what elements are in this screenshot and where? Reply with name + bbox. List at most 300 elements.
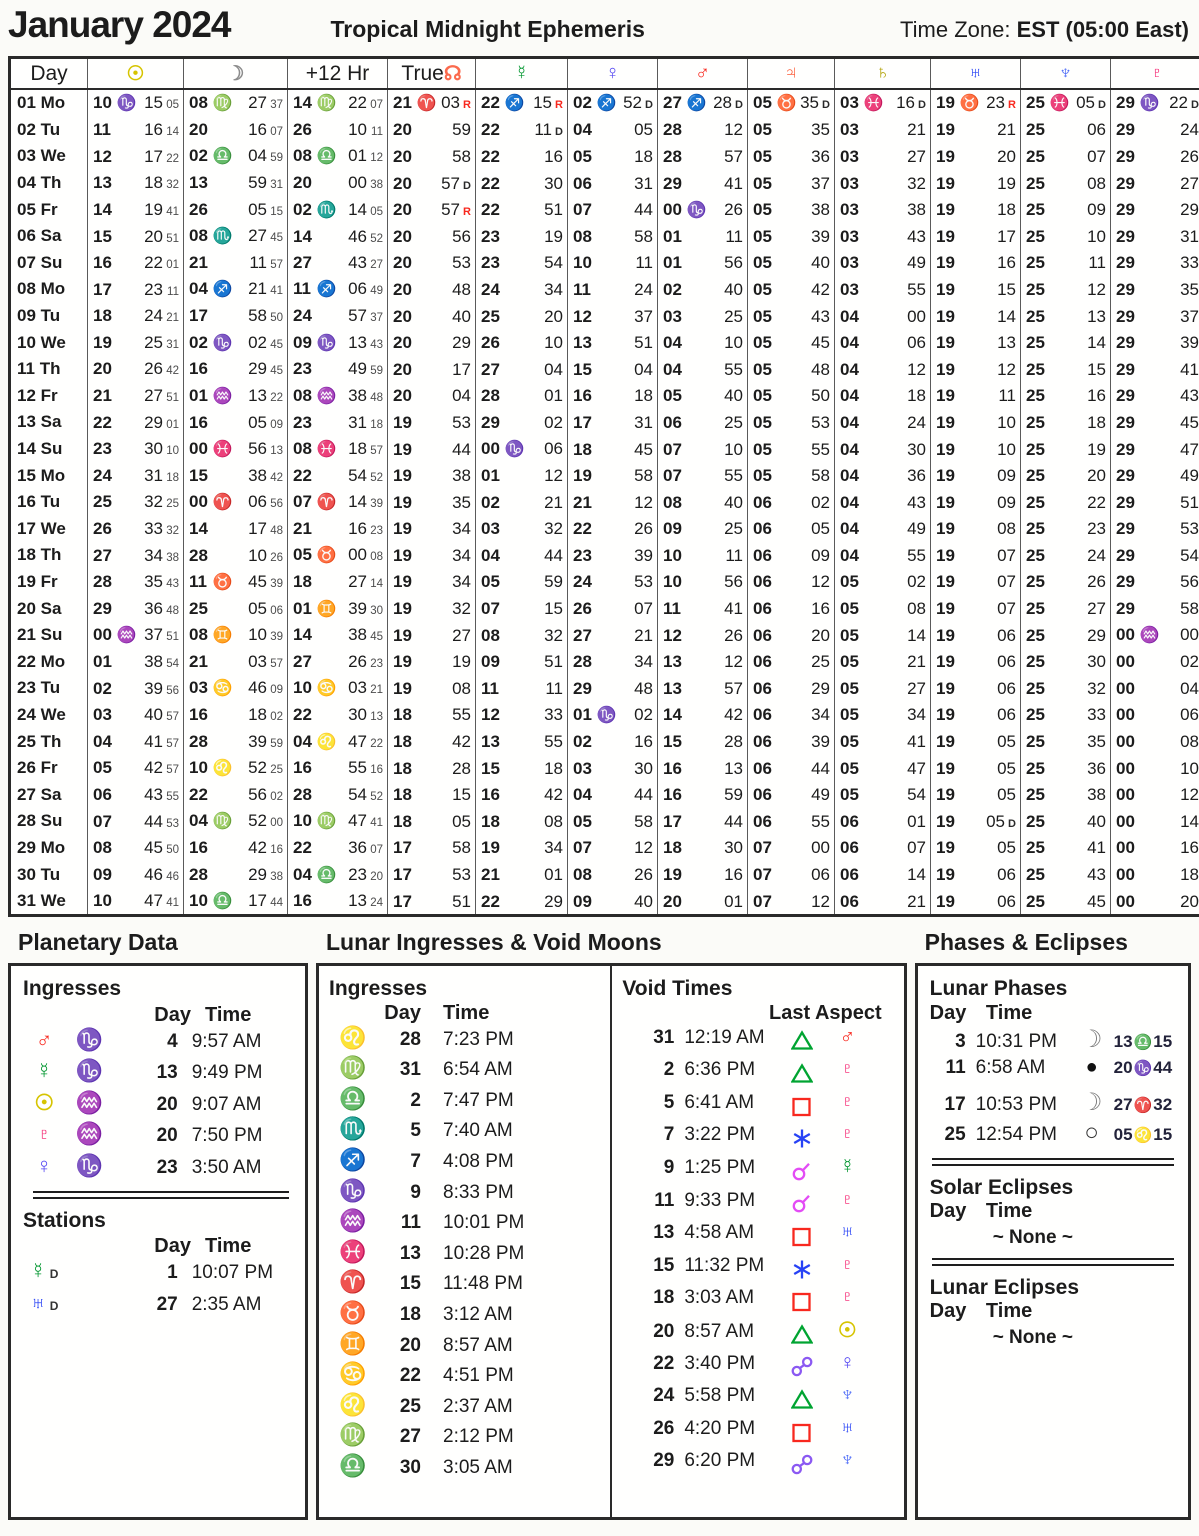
pluto-icon: ♇ xyxy=(839,1122,856,1146)
degrees: 28 xyxy=(663,120,682,140)
minutes: 11 xyxy=(725,226,743,246)
position-cell xyxy=(568,143,658,170)
minutes: 10 xyxy=(1087,226,1106,246)
degrees: 26 xyxy=(573,599,592,619)
planetary-data-section xyxy=(8,929,308,1520)
seconds: 37 xyxy=(370,312,383,325)
degrees: 03 xyxy=(481,519,500,539)
degrees: 19 xyxy=(936,492,955,512)
degrees: 12 xyxy=(663,625,682,645)
degrees: 19 xyxy=(936,545,955,565)
position-cell xyxy=(88,356,184,383)
ingress-day: 13 xyxy=(399,1242,421,1264)
day-cell xyxy=(10,808,88,835)
degrees: 06 xyxy=(753,519,772,539)
position-cell xyxy=(931,170,1021,197)
position-cell xyxy=(184,569,288,596)
degrees: 02 xyxy=(93,678,112,698)
ari-sign-icon: ♈ xyxy=(212,494,233,512)
degrees: 28 xyxy=(573,652,592,672)
position-cell xyxy=(184,622,288,649)
degrees: 06 xyxy=(753,599,772,619)
sco-sign-icon: ♏ xyxy=(339,1116,367,1142)
pluto-icon: ♇ xyxy=(839,1252,856,1276)
seconds: 13 xyxy=(270,445,283,458)
phases-section-title: Phases & Eclipses xyxy=(924,929,1128,956)
degrees: 29 xyxy=(1116,173,1135,193)
minutes: 14 xyxy=(1180,811,1199,831)
degrees: 20 xyxy=(93,359,112,379)
position-cell xyxy=(748,675,835,702)
degrees: 06 xyxy=(663,412,682,432)
void-time-row xyxy=(628,1188,893,1221)
mars-icon: ♂ xyxy=(35,1026,53,1052)
minutes: 08 xyxy=(1180,732,1199,752)
position-cell xyxy=(388,303,476,330)
minutes: 26 xyxy=(1087,572,1106,592)
void-time: 3:22 PM xyxy=(684,1124,756,1146)
minutes: 40 xyxy=(724,386,743,406)
minutes: 12 xyxy=(907,359,926,379)
seconds: 52 xyxy=(370,790,383,803)
aspect-cell xyxy=(778,1030,826,1051)
sun-icon: ☉ xyxy=(126,63,145,85)
degrees: 29 xyxy=(1116,200,1135,220)
divider xyxy=(33,1191,289,1199)
lunar-section xyxy=(316,929,907,1520)
day-label: 27 Sa xyxy=(17,784,62,804)
degrees: 10 xyxy=(573,253,592,273)
minutes: 02 xyxy=(811,492,830,512)
degrees: 25 xyxy=(1026,279,1045,299)
minutes: 06 xyxy=(997,625,1016,645)
sag-sign-icon: ♐ xyxy=(686,95,707,113)
position-cell xyxy=(1111,383,1199,410)
position-cell xyxy=(476,462,568,489)
bottom-sections xyxy=(8,929,1191,1520)
position-cell xyxy=(388,542,476,569)
position-cell xyxy=(1021,808,1111,835)
minutes: 16 xyxy=(1087,386,1106,406)
minutes: 11 xyxy=(725,545,743,565)
position-cell xyxy=(476,303,568,330)
position-cell xyxy=(748,462,835,489)
void-time: 3:40 PM xyxy=(684,1352,756,1374)
direct-flag: D xyxy=(46,1298,59,1313)
minutes: 11 xyxy=(249,253,267,273)
pluto-icon: ♇ xyxy=(839,1057,856,1081)
day-label: 28 Su xyxy=(17,811,63,831)
seconds: 48 xyxy=(166,604,179,617)
degrees: 29 xyxy=(1116,492,1135,512)
position-cell xyxy=(658,516,748,543)
minutes: 16 xyxy=(634,732,653,752)
degrees: 00 xyxy=(481,439,500,459)
position-cell xyxy=(288,675,388,702)
tau-sign-icon: ♉ xyxy=(339,1299,367,1325)
position-cell xyxy=(88,542,184,569)
minutes: 26 xyxy=(634,865,653,885)
position-cell xyxy=(1111,569,1199,596)
minutes: 13 xyxy=(248,385,267,405)
column-label: True xyxy=(401,62,444,85)
position-cell xyxy=(835,489,931,516)
minutes: 39 xyxy=(811,226,830,246)
ingress-time: 7:47 PM xyxy=(443,1089,514,1111)
position-cell xyxy=(1021,702,1111,729)
degrees: 05 xyxy=(840,732,859,752)
degrees: 24 xyxy=(481,279,500,299)
degrees: 12 xyxy=(573,306,592,326)
position-cell xyxy=(388,808,476,835)
lunar-phase-row xyxy=(930,1119,1176,1151)
minutes: 00 xyxy=(348,173,367,193)
planetary-data-title: Planetary Data xyxy=(18,929,178,956)
seconds: 39 xyxy=(270,631,283,644)
ingress-day: 30 xyxy=(399,1456,421,1478)
minutes: 14 xyxy=(348,199,367,219)
cap-sign-icon: ♑ xyxy=(596,706,617,724)
position-cell xyxy=(184,436,288,463)
degrees: 16 xyxy=(663,785,682,805)
position-cell xyxy=(568,808,658,835)
degrees: 25 xyxy=(93,492,112,512)
degrees: 05 xyxy=(753,412,772,432)
degrees: 22 xyxy=(481,891,500,911)
degrees: 28 xyxy=(293,784,312,804)
position-cell xyxy=(658,648,748,675)
column-label: +12 Hr xyxy=(305,61,370,85)
ingress-time: 3:50 AM xyxy=(191,1156,262,1178)
minutes: 34 xyxy=(452,519,471,539)
position-cell xyxy=(88,143,184,170)
minutes: 12 xyxy=(634,492,653,512)
minutes: 35 xyxy=(144,572,163,592)
minutes: 55 xyxy=(907,279,926,299)
cap-sign-icon: ♑ xyxy=(504,441,525,459)
minutes: 51 xyxy=(452,891,471,911)
seconds: 39 xyxy=(370,498,383,511)
degrees: 25 xyxy=(1026,200,1045,220)
void-time-row xyxy=(628,1285,893,1318)
position-cell xyxy=(931,569,1021,596)
minutes: 15 xyxy=(1153,1031,1173,1051)
day-column-label: Day xyxy=(929,1001,967,1024)
degrees: 26 xyxy=(189,199,208,219)
position-cell xyxy=(568,223,658,250)
minutes: 53 xyxy=(452,412,471,432)
seconds: 52 xyxy=(370,232,383,245)
position-cell xyxy=(568,303,658,330)
degrees: 21 xyxy=(189,253,208,273)
day-label: 07 Su xyxy=(17,252,63,272)
degrees: 12 xyxy=(93,146,112,166)
position-cell xyxy=(835,595,931,622)
position-cell xyxy=(1111,861,1199,888)
position-cell xyxy=(388,196,476,223)
minutes: 55 xyxy=(544,732,563,752)
day-cell xyxy=(10,781,88,808)
degrees: 04 xyxy=(481,545,500,565)
minutes: 22 xyxy=(348,93,367,113)
position-cell xyxy=(476,170,568,197)
degrees: 20 xyxy=(393,226,412,246)
position-cell xyxy=(1111,595,1199,622)
position-cell xyxy=(568,276,658,303)
table-row xyxy=(10,489,1199,516)
lunar-ingress-row xyxy=(333,1025,600,1056)
position-cell xyxy=(568,702,658,729)
day-cell xyxy=(10,89,88,117)
degrees: 24 xyxy=(93,465,112,485)
degrees: 25 xyxy=(1026,333,1045,353)
square-aspect-icon xyxy=(791,1226,813,1247)
degrees: 27 xyxy=(663,93,682,113)
table-row xyxy=(10,835,1199,862)
minutes: 10 xyxy=(544,333,563,353)
position-cell xyxy=(388,569,476,596)
position-cell xyxy=(658,196,748,223)
direct-flag: D xyxy=(735,99,743,112)
day-label: 25 Th xyxy=(17,731,62,751)
minutes: 18 xyxy=(1180,865,1199,885)
position-cell xyxy=(288,755,388,782)
seconds: 38 xyxy=(370,179,383,192)
degrees: 11 xyxy=(189,571,207,591)
minutes: 21 xyxy=(907,120,926,140)
degrees: 05 xyxy=(840,572,859,592)
mars-icon: ♂ xyxy=(695,62,710,84)
leo-sign-icon: ♌ xyxy=(339,1391,367,1417)
phase-time: 6:58 AM xyxy=(975,1057,1046,1079)
minutes: 41 xyxy=(724,599,743,619)
mercury-icon: ☿ xyxy=(514,62,529,84)
minutes: 19 xyxy=(544,226,563,246)
minutes: 34 xyxy=(544,838,563,858)
degrees: 19 xyxy=(936,386,955,406)
position-cell xyxy=(1111,702,1199,729)
minutes: 12 xyxy=(544,466,563,486)
position-cell xyxy=(835,808,931,835)
square-aspect-icon xyxy=(791,1096,813,1117)
venus-icon: ♀ xyxy=(839,1350,856,1374)
minutes: 10 xyxy=(1180,758,1199,778)
day-label: 14 Su xyxy=(17,439,63,459)
position-cell xyxy=(1021,196,1111,223)
position-cell xyxy=(288,702,388,729)
minutes: 17 xyxy=(144,146,163,166)
table-row xyxy=(10,542,1199,569)
position-cell xyxy=(476,755,568,782)
position-cell xyxy=(476,595,568,622)
degrees: 12 xyxy=(481,705,500,725)
minutes: 41 xyxy=(1087,838,1106,858)
degrees: 05 xyxy=(753,306,772,326)
position-cell xyxy=(88,569,184,596)
degrees: 05 xyxy=(753,120,772,140)
position-cell xyxy=(1111,808,1199,835)
minutes: 30 xyxy=(544,173,563,193)
last-aspect-label: Last Aspect xyxy=(769,1001,882,1024)
position-cell xyxy=(288,409,388,436)
position-cell xyxy=(1021,303,1111,330)
degrees: 24 xyxy=(293,306,312,326)
position-cell xyxy=(388,117,476,144)
position-cell xyxy=(835,170,931,197)
position-cell xyxy=(388,409,476,436)
position-cell xyxy=(1021,117,1111,144)
position-cell xyxy=(568,569,658,596)
day-label: 31 We xyxy=(17,891,66,911)
station-time: 2:35 AM xyxy=(191,1293,262,1315)
minutes: 07 xyxy=(997,572,1016,592)
day-cell xyxy=(10,861,88,888)
degrees: 15 xyxy=(663,732,682,752)
table-row xyxy=(10,383,1199,410)
degrees: 19 xyxy=(936,838,955,858)
minutes: 33 xyxy=(1180,253,1199,273)
position-cell xyxy=(184,835,288,862)
minutes: 40 xyxy=(634,891,653,911)
table-header-row xyxy=(10,58,1199,90)
minutes: 00 xyxy=(348,545,367,565)
position-cell xyxy=(658,542,748,569)
degrees: 06 xyxy=(753,811,772,831)
degrees: 04 xyxy=(573,785,592,805)
position-cell xyxy=(658,728,748,755)
position-cell xyxy=(568,409,658,436)
position-cell xyxy=(1021,436,1111,463)
degrees: 19 xyxy=(936,652,955,672)
table-row xyxy=(10,329,1199,356)
minutes: 43 xyxy=(1180,386,1199,406)
table-row xyxy=(10,595,1199,622)
pis-sign-icon: ♓ xyxy=(1049,95,1070,113)
seconds: 42 xyxy=(166,365,179,378)
minutes: 36 xyxy=(144,598,163,618)
degrees: 22 xyxy=(293,465,312,485)
seconds: 15 xyxy=(270,205,283,218)
column-label: Day xyxy=(30,61,68,85)
sun-icon: ☉ xyxy=(34,1089,55,1115)
can-sign-icon: ♋ xyxy=(212,680,233,698)
position-cell xyxy=(658,622,748,649)
position-cell xyxy=(748,542,835,569)
position-cell xyxy=(568,595,658,622)
degrees: 19 xyxy=(936,572,955,592)
position-cell xyxy=(476,648,568,675)
degrees: 16 xyxy=(481,785,500,805)
position-cell xyxy=(184,170,288,197)
position-cell xyxy=(931,675,1021,702)
day-label: 26 Fr xyxy=(17,758,58,778)
degrees: 19 xyxy=(481,838,500,858)
time-column-label: Time xyxy=(985,1299,1033,1322)
degrees: 22 xyxy=(189,784,208,804)
minutes: 17 xyxy=(248,519,267,539)
void-day: 11 xyxy=(654,1189,675,1211)
minutes: 26 xyxy=(724,199,743,219)
position-cell xyxy=(835,861,931,888)
minutes: 03 xyxy=(248,652,267,672)
degrees: 29 xyxy=(1116,93,1135,113)
cap-sign-icon: ♑ xyxy=(316,334,337,352)
phases-column-headers xyxy=(930,1002,1176,1025)
square-aspect-icon xyxy=(791,1291,813,1312)
degrees: 04 xyxy=(840,492,859,512)
column-header-moon xyxy=(184,58,288,90)
seconds: 01 xyxy=(166,259,179,272)
degrees: 28 xyxy=(189,545,208,565)
minutes: 16 xyxy=(348,519,367,539)
minutes: 36 xyxy=(907,466,926,486)
leo-sign-icon: ♌ xyxy=(316,733,337,751)
minutes: 09 xyxy=(997,492,1016,512)
leo-sign-icon: ♌ xyxy=(339,1024,367,1050)
minutes: 38 xyxy=(348,385,367,405)
degrees: 19 xyxy=(936,625,955,645)
degrees: 25 xyxy=(1026,386,1045,406)
position-cell xyxy=(931,728,1021,755)
position-cell xyxy=(388,143,476,170)
ingress-day: 28 xyxy=(399,1028,421,1050)
degrees: 19 xyxy=(936,865,955,885)
day-cell xyxy=(10,728,88,755)
minutes: 58 xyxy=(452,146,471,166)
degrees: 05 xyxy=(753,200,772,220)
seconds: 41 xyxy=(270,285,283,298)
minutes: 22 xyxy=(1169,93,1188,113)
position-cell xyxy=(476,542,568,569)
position-cell xyxy=(184,861,288,888)
table-row xyxy=(10,196,1199,223)
minutes: 34 xyxy=(452,572,471,592)
degrees: 18 xyxy=(393,732,412,752)
degrees: 02 xyxy=(663,279,682,299)
position-cell xyxy=(88,329,184,356)
aspect-cell xyxy=(778,1096,826,1117)
minutes: 48 xyxy=(811,359,830,379)
degrees: 25 xyxy=(1026,412,1045,432)
sag-sign-icon: ♐ xyxy=(596,95,617,113)
degrees: 00 xyxy=(1116,678,1135,698)
degrees: 07 xyxy=(663,439,682,459)
position-cell xyxy=(476,223,568,250)
position-cell xyxy=(476,489,568,516)
degrees: 09 xyxy=(481,652,500,672)
minutes: 34 xyxy=(544,279,563,299)
minutes: 27 xyxy=(248,226,267,246)
station-planet xyxy=(23,1290,65,1316)
degrees: 23 xyxy=(481,226,500,246)
degrees: 25 xyxy=(1026,785,1045,805)
degrees: 26 xyxy=(481,333,500,353)
timezone-label: Time Zone: xyxy=(900,17,1011,42)
minutes: 38 xyxy=(144,652,163,672)
sag-sign-icon: ♐ xyxy=(339,1146,367,1172)
direct-flag: D xyxy=(918,99,926,112)
degrees: 06 xyxy=(753,545,772,565)
day-cell xyxy=(10,516,88,543)
minutes: 08 xyxy=(907,599,926,619)
minutes: 59 xyxy=(724,785,743,805)
uranus-icon: ♅ xyxy=(839,1415,856,1439)
minutes: 32 xyxy=(907,173,926,193)
aspect-cell xyxy=(778,1226,826,1247)
minutes: 25 xyxy=(811,652,830,672)
minutes: 45 xyxy=(634,439,653,459)
seconds: 54 xyxy=(166,658,179,671)
